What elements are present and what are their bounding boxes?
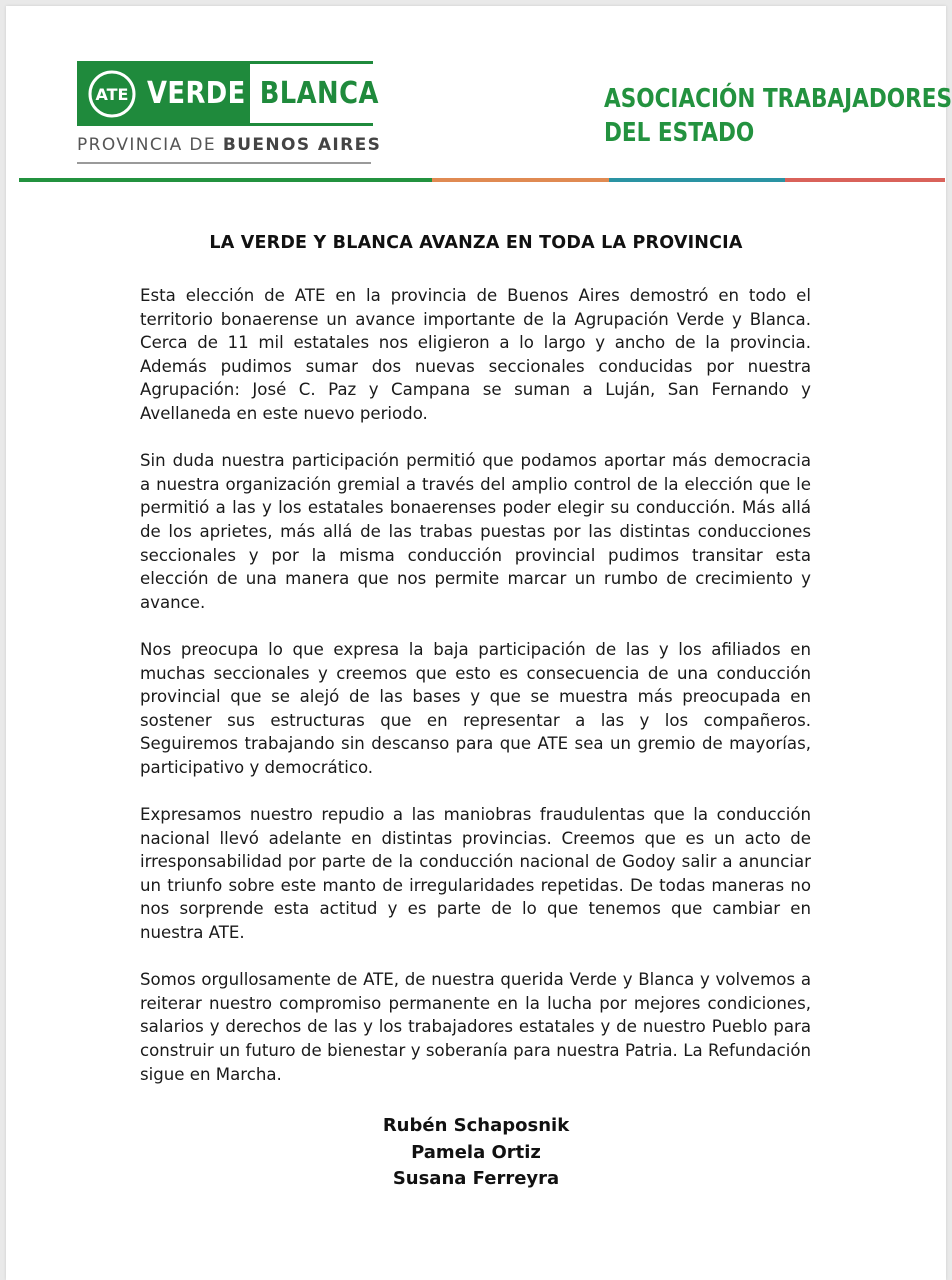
- document-page: [6, 6, 952, 1280]
- organization-name-line-2: DEL ESTADO: [604, 118, 755, 148]
- color-bar-orange: [432, 178, 609, 182]
- logo-subtitle: [77, 135, 382, 155]
- logo-underline: [77, 162, 371, 164]
- header-color-bar: [19, 178, 945, 182]
- logo-green-panel: [80, 64, 250, 123]
- color-bar-green: [19, 178, 432, 182]
- color-bar-red: [785, 178, 945, 182]
- logo-blanca-text: BLANCA: [259, 76, 379, 111]
- logo-subtitle-bold: BUENOS AIRES: [222, 135, 382, 155]
- document-body: [140, 284, 811, 1110]
- logo-subtitle-prefix: PROVINCIA DE: [77, 135, 223, 155]
- paragraph-5: Somos orgullosamente de ATE, de nuestra querida Verde y Blanca y volvemos a reiterar nuestro compromiso permanente en la lucha por mejores condiciones, salarios y derechos de las y los trabajadores estatales y de nuestro Pueblo para construir un futuro de bienestar y soberanía para nuestra Patria. La Refundación sigue en Marcha.: [140, 970, 811, 1084]
- ate-badge-text: ATE: [95, 84, 129, 104]
- paragraph-4: Expresamos nuestro repudio a las maniobras fraudulentas que la conducción nacional llevó adelante en distintas provincias. Creemos que es un acto de irresponsabilidad por parte de la conducción nacional de Godoy salir a anunciar un triunfo sobre este manto de irregularidades repetidas. De todas maneras no nos sorprende esta actitud y es parte de lo que tenemos que cambiar en nuestra ATE.: [140, 805, 811, 943]
- logo-verde-text: VERDE: [147, 76, 246, 111]
- signature-block: [6, 1113, 946, 1193]
- color-bar-teal: [609, 178, 785, 182]
- paragraph-1: Esta elección de ATE en la provincia de Buenos Aires demostró en todo el territorio bonaerense un avance importante de la Agrupación Verde y Blanca. Cerca de 11 mil estatales nos eligieron a lo largo y ancho de la provincia. Además pudimos sumar dos nuevas seccionales conducidas por nuestra Agrupación: José C. Paz y Campana se suman a Luján, San Fernando y Avellaneda en este nuevo periodo.: [140, 286, 811, 423]
- signature-3: Susana Ferreyra: [392, 1168, 560, 1189]
- signature-2: Pamela Ortiz: [411, 1141, 541, 1163]
- organization-name-line-1: ASOCIACIÓN TRABAJADORES: [604, 84, 952, 114]
- signature-1: Rubén Schaposnik: [382, 1115, 570, 1136]
- document-title: LA VERDE Y BLANCA AVANZA EN TODA LA PROVINCIA: [209, 233, 743, 253]
- ate-badge-icon: [87, 69, 137, 119]
- organization-name: [604, 82, 952, 150]
- logo-banner: [77, 61, 379, 126]
- paragraph-3: Nos preocupa lo que expresa la baja participación de las y los afiliados en muchas seccionales y creemos que esto es consecuencia de una conducción provincial que se alejó de las bases y que se muestra más preocupada en sostener sus estructuras que en representar a las y los compañeros. Seguiremos trabajando sin descanso para que ATE sea un gremio de mayorías, participativo y democrático.: [140, 639, 811, 777]
- logo-white-panel: [250, 64, 389, 123]
- verde-blanca-logo: [77, 61, 382, 164]
- paragraph-2: Sin duda nuestra participación permitió que podamos aportar más democracia a nuestra organización gremial a través del amplio control de la elección que le permitió a las y los estatales bonaerenses poder elegir su conducción. Más allá de los aprietes, más allá de las trabas puestas por las distintas conducciones seccionales y por la misma conducción provincial pudimos transitar esta elección de una manera que nos permite marcar un rumbo de crecimiento y avance.: [140, 451, 811, 612]
